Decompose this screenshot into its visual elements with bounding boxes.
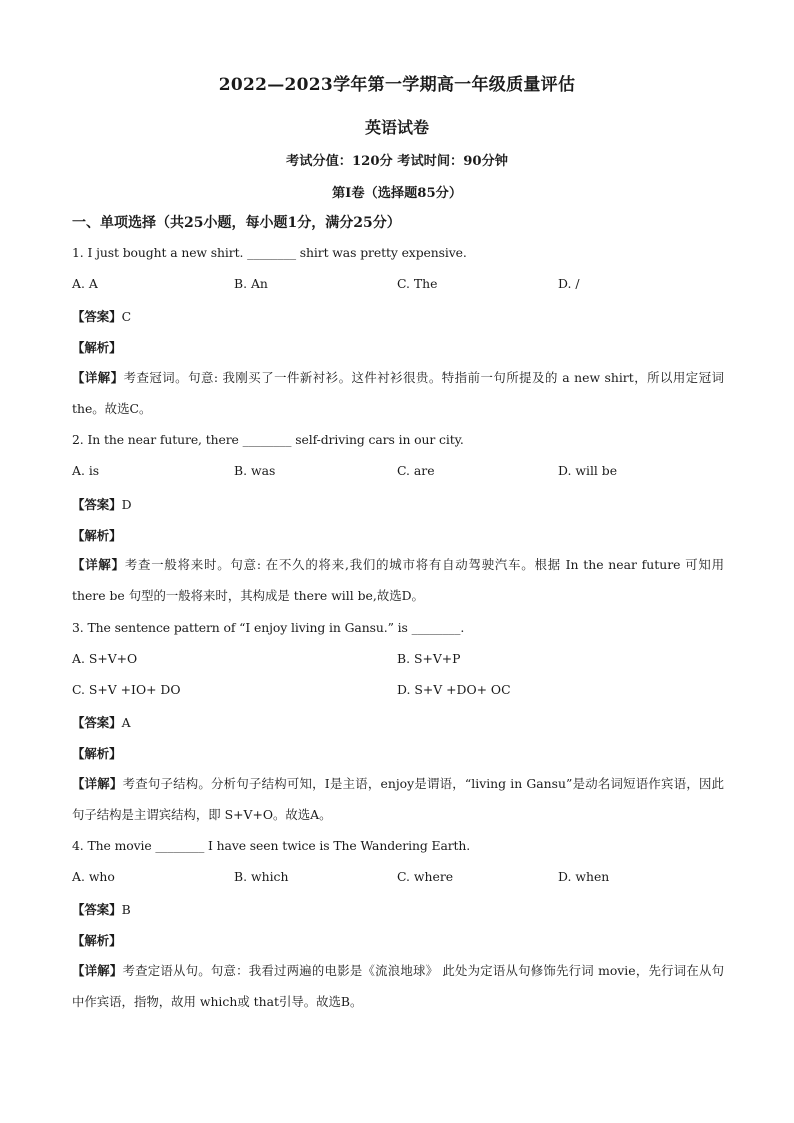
detail-label: 【详解】 xyxy=(72,370,124,385)
detail-paragraph xyxy=(72,549,724,611)
analysis-line xyxy=(72,338,122,356)
question-stem: 3. The sentence pattern of “I enjoy living in Gansu.” is ________. xyxy=(72,620,465,635)
option-b: B. An xyxy=(234,276,268,291)
analysis-label: 【解析】 xyxy=(72,528,122,543)
detail-text: 考查一般将来时。句意: 在不久的将来,我们的城市将有自动驾驶汽车。根据 In the near future 可知用 there be 句型的一般将来时，其构成是 there will be,故选D。 xyxy=(72,557,724,603)
answer-label: 【答案】 xyxy=(72,715,122,730)
question-stem: 4. The movie ________ I have seen twice is The Wandering Earth. xyxy=(72,838,471,853)
exam-subtitle: 英语试卷 xyxy=(364,118,429,137)
option-b: B. S+V+P xyxy=(397,651,461,666)
option-d: D. when xyxy=(558,869,610,884)
answer-label: 【答案】 xyxy=(72,497,122,512)
volume-heading: 第I卷（选择题85分） xyxy=(331,186,463,201)
answer-value: B xyxy=(121,902,131,917)
detail-paragraph xyxy=(72,362,724,424)
analysis-label: 【解析】 xyxy=(72,933,122,948)
analysis-line xyxy=(72,526,122,544)
option-a: A. is xyxy=(72,463,100,478)
detail-label: 【详解】 xyxy=(72,557,125,572)
option-c: C. where xyxy=(397,869,454,884)
option-a: A. A xyxy=(72,276,98,291)
detail-text: 考查句子结构。分析句子结构可知，I是主语，enjoy是谓语，“living in Gansu”是动名词短语作宾语，因此句子结构是主谓宾结构，即 S+V+O。故选A。 xyxy=(72,776,724,822)
option-c: C. are xyxy=(397,463,435,478)
answer-value: D xyxy=(121,497,132,512)
answer-label: 【答案】 xyxy=(72,902,122,917)
answer-line xyxy=(72,900,131,918)
analysis-label: 【解析】 xyxy=(72,746,122,761)
answer-label: 【答案】 xyxy=(72,309,122,324)
exam-info: 考试分值：120分 考试时间：90分钟 xyxy=(286,154,508,169)
answer-line xyxy=(72,713,131,731)
analysis-line xyxy=(72,744,122,762)
question-stem: 2. In the near future, there ________ self-driving cars in our city. xyxy=(72,432,464,447)
option-a: A. who xyxy=(72,869,115,884)
answer-line xyxy=(72,495,132,513)
answer-value: A xyxy=(121,715,131,730)
detail-paragraph xyxy=(72,955,724,1017)
detail-text: 考查定语从句。句意：我看过两遍的电影是《流浪地球》 此处为定语从句修饰先行词 movie，先行词在从句中作宾语，指物，故用 which或 that引导。故选B。 xyxy=(72,963,724,1009)
option-a: A. S+V+O xyxy=(72,651,138,666)
detail-text: 考查冠词。句意: 我刚买了一件新衬衫。这件衬衫很贵。特指前一句所提及的 a new shirt，所以用定冠词 the。故选C。 xyxy=(72,370,724,416)
detail-label: 【详解】 xyxy=(72,963,123,978)
option-b: B. was xyxy=(234,463,276,478)
option-c: C. S+V +IO+ DO xyxy=(72,682,181,697)
option-d: D. will be xyxy=(558,463,618,478)
section-heading: 一、单项选择（共25小题，每小题1分，满分25分） xyxy=(72,215,401,231)
option-d: D. S+V +DO+ OC xyxy=(397,682,511,697)
detail-paragraph xyxy=(72,768,724,830)
answer-line xyxy=(72,307,131,325)
option-b: B. which xyxy=(234,869,289,884)
option-d: D. / xyxy=(558,276,580,291)
detail-label: 【详解】 xyxy=(72,776,123,791)
answer-value: C xyxy=(121,309,132,324)
analysis-label: 【解析】 xyxy=(72,340,122,355)
exam-title: 2022—2023学年第一学期高一年级质量评估 xyxy=(218,75,576,95)
question-stem: 1. I just bought a new shirt. ________ shirt was pretty expensive. xyxy=(72,245,467,260)
analysis-line xyxy=(72,931,122,949)
option-c: C. The xyxy=(397,276,438,291)
